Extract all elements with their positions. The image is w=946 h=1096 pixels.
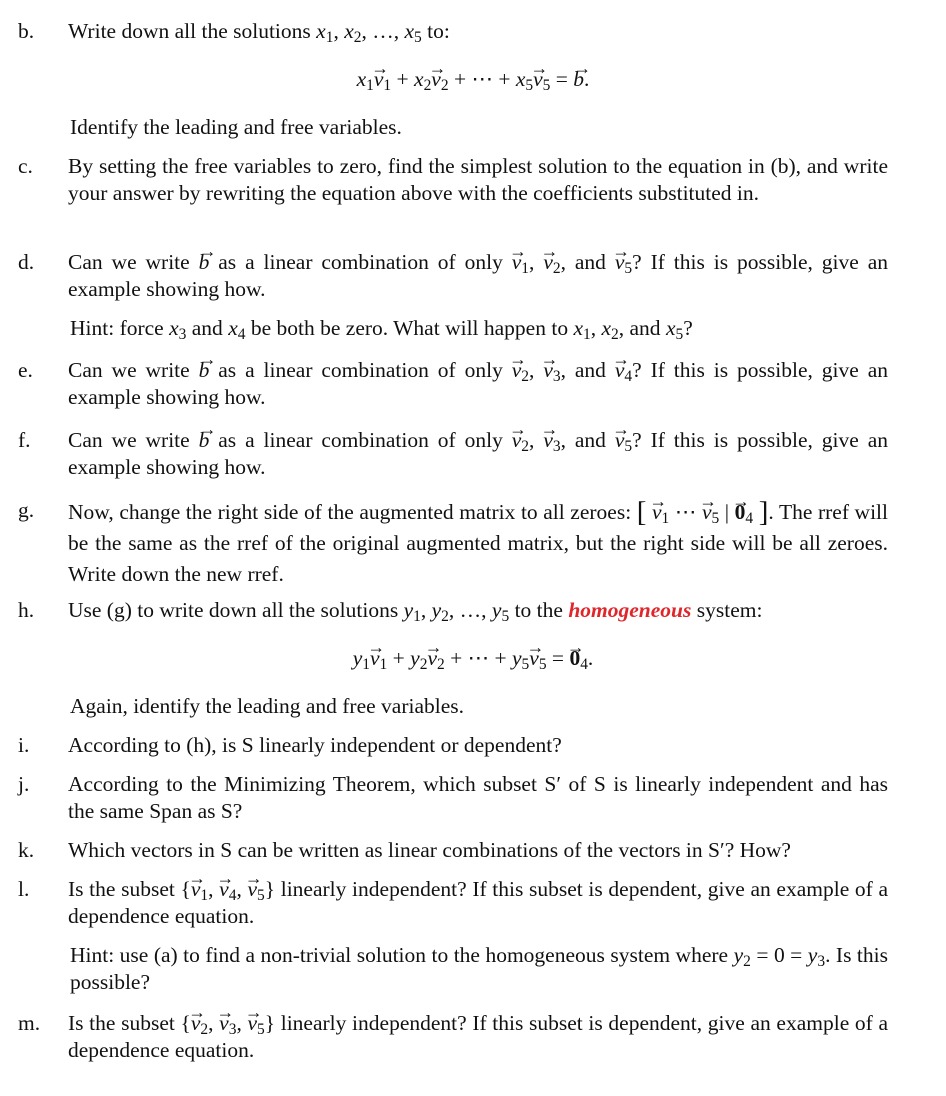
item-text: Which vectors in S can be written as linear combinations of the vectors in S′? How? (68, 838, 791, 862)
item-label: l. (18, 877, 30, 901)
item-label: g. (18, 498, 35, 522)
item-label: m. (18, 1011, 41, 1035)
item-text: Is the subset {→ $v_1$, → $v_4$, → $v_5$} linearly independent? If this subset is dependent, give an example of a dependence equation. (68, 876, 888, 930)
hint-l: Hint: use (a) to find a non-trivial solution to the homogeneous system where $y_2 = 0 = y_3$. Is this possible? (70, 943, 888, 994)
item-text: According to the Minimizing Theorem, which subset S′ of S is linearly independent and has the same Span as S? (68, 772, 888, 823)
equation-b: $x_1\to v_1 + x_2\to v_2$ + ⋯ + $x_5\to v_5$ = → b. (0, 66, 946, 93)
item-label: k. (18, 838, 35, 862)
item-label: b. (18, 19, 35, 43)
item-text: According to (h), is S linearly independent or dependent? (68, 733, 562, 757)
equation-h: $y_1\to v_1 + y_2\to v_2$ + ⋯ + $y_5\to v_5$ = → $0_4$. (0, 645, 946, 672)
item-text: Can we write → b as a linear combination of only → $v_2$, → $v_3$, and → $v_5$? If this is possible, give an example showing how. (68, 427, 888, 481)
item-text: Use (g) to write down all the solutions $y_1$, $y_2$, …, $y_5$ to the homogeneous system: (68, 598, 763, 625)
item-text: Write down all the solutions $x_1$, $x_2$, …, $x_5$ to: (68, 19, 450, 46)
item-text: Can we write → b as a linear combination of only → $v_2$, → $v_3$, and → $v_4$? If this is possible, give an example showing how. (68, 357, 888, 411)
item-text: By setting the free variables to zero, find the simplest solution to the equation in (b), and write your answer by rewriting the equation above with the coefficients substituted in. (68, 154, 888, 205)
item-label: h. (18, 598, 35, 622)
item-text: Can we write → b as a linear combination of only → $v_1$, → $v_2$, and → $v_5$? If this is possible, give an example showing how. (68, 249, 888, 303)
hint-d: Hint: force $x_3$ and $x_4$ be both be zero. What will happen to $x_1$, $x_2$, and $x_5$? (70, 316, 693, 343)
item-label: i. (18, 733, 30, 757)
augmented-matrix: [ → $v_1$ ⋯ → $v_5$ | → $0_4$ ]. (637, 500, 774, 524)
item-label: f. (18, 428, 31, 452)
item-label: c. (18, 154, 33, 178)
homogeneous-highlight: homogeneous (568, 598, 692, 622)
item-label: d. (18, 250, 35, 274)
item-text: Is the subset {→ $v_2$, → $v_3$, → $v_5$} linearly independent? If this subset is dependent, give an example of a dependence equation. (68, 1010, 888, 1064)
item-label: j. (18, 772, 30, 796)
item-label: e. (18, 358, 33, 382)
again-text: Again, identify the leading and free variables. (70, 694, 465, 718)
item-text: Now, change the right side of the augmented matrix to all zeroes: [ → $v_1$ ⋯ → $v_5$ | → $0_4$ ]. The rref will be the same as the rref of the original augmented matrix, but the right side will be all zeroes. Write down the new rref. (68, 497, 888, 590)
identify-text: Identify the leading and free variables. (70, 115, 402, 139)
